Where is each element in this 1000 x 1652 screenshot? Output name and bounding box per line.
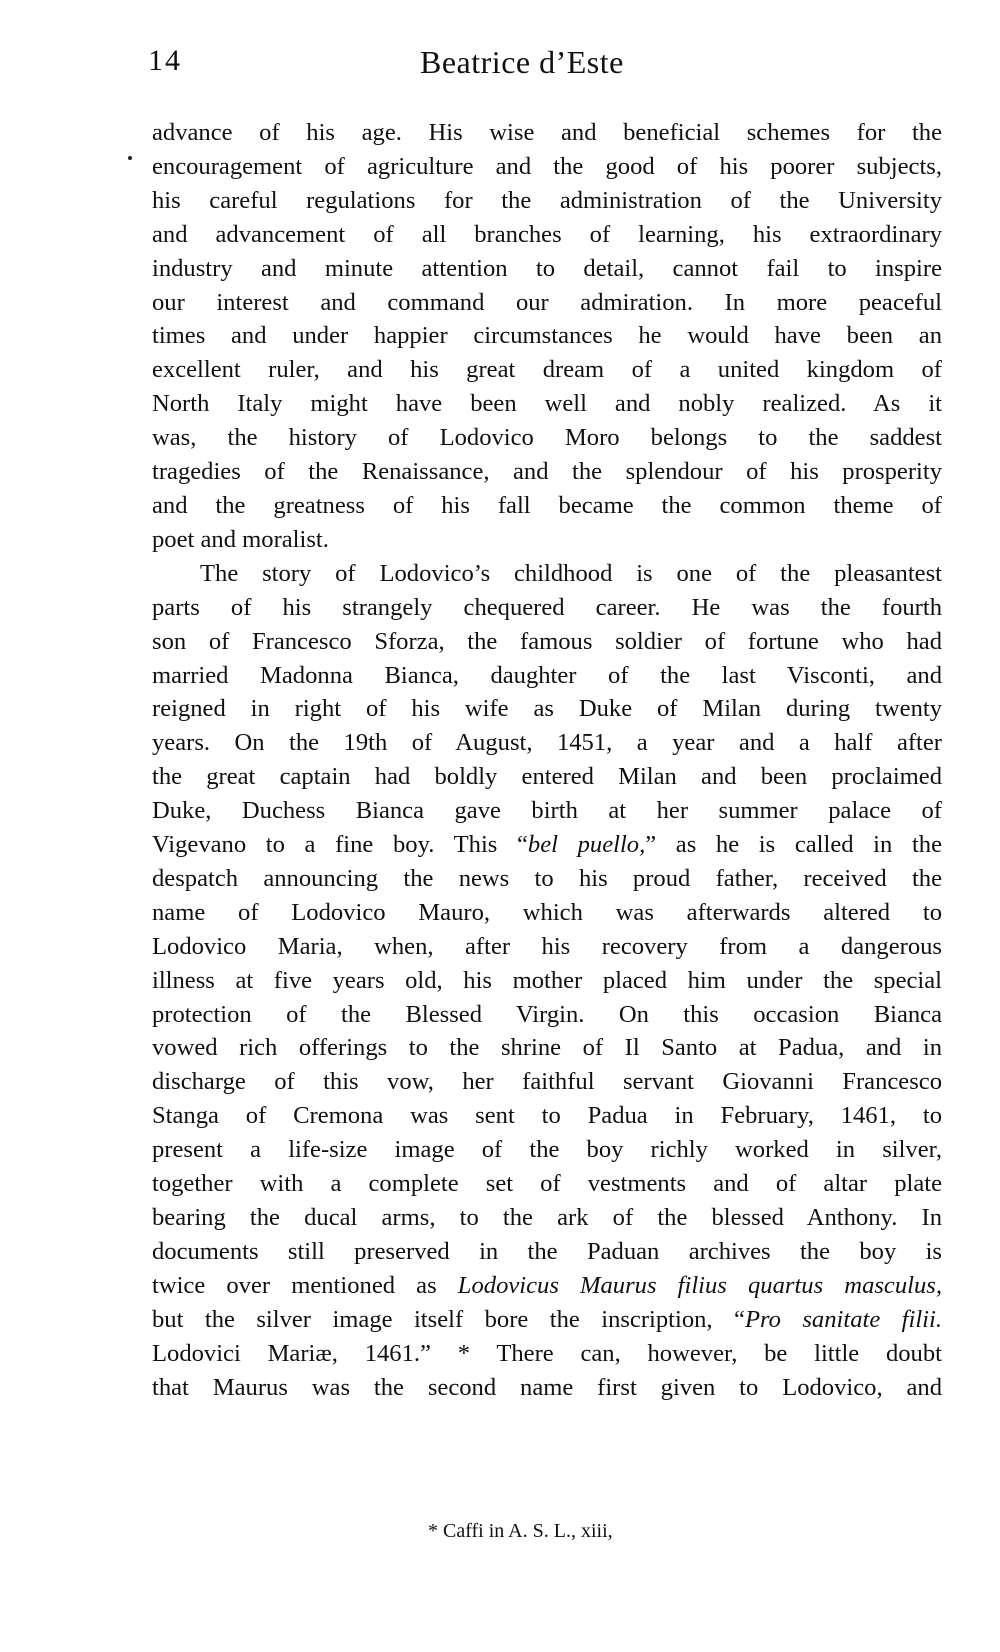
text-line: poet and moralist. (152, 525, 329, 553)
text-line: years. On the 19th of August, 1451, a year and a half after (152, 729, 942, 757)
italic-phrase: Lodovicus Maurus filius quartus masculus, (457, 1271, 942, 1299)
text-segment: Vigevano to a fine boy. This “ (152, 831, 528, 859)
text-line: times and under happier circumstances he would have been an (152, 322, 942, 350)
text-line: advance of his age. His wise and beneficial schemes for the (152, 119, 942, 146)
body-text (152, 116, 942, 1404)
page-header (148, 44, 696, 94)
text-line: North Italy might have been well and nobly realized. As it (152, 390, 942, 418)
text-line (152, 1269, 942, 1303)
paragraph-1 (152, 116, 942, 557)
footnote: * Caffi in A. S. L., xiii, (428, 1520, 613, 1542)
text-segment: twice over mentioned as (152, 1271, 458, 1299)
text-line: parts of his strangely chequered career. He was the fourth (152, 593, 942, 621)
text-line: reigned in right of his wife as Duke of Milan during twenty (152, 695, 942, 723)
text-line: Stanga of Cremona was sent to Padua in February, 1461, to (152, 1102, 942, 1130)
text-line: our interest and command our admiration. In more peaceful (152, 288, 942, 316)
text-line: and the greatness of his fall became the common theme of (152, 491, 942, 519)
margin-mark (128, 156, 132, 160)
text-line: and advancement of all branches of learning, his extraordinary (152, 220, 942, 248)
text-line: Duke, Duchess Bianca gave birth at her summer palace of (152, 797, 942, 825)
text-line: married Madonna Bianca, daughter of the last Visconti, and (152, 661, 942, 689)
paragraph-2 (152, 557, 942, 1405)
text-line: vowed rich offerings to the shrine of Il Santo at Padua, and in (152, 1034, 942, 1062)
text-line: tragedies of the Renaissance, and the splendour of his prosperity (152, 458, 942, 486)
text-line: illness at five years old, his mother placed him under the special (152, 966, 942, 994)
text-line: the great captain had boldly entered Milan and been proclaimed (152, 763, 942, 791)
text-line: that Maurus was the second name first given to Lodovico, and (152, 1373, 942, 1401)
text-line: together with a complete set of vestments and of altar plate (152, 1170, 942, 1198)
text-line: despatch announcing the news to his proud father, received the (152, 864, 942, 892)
text-line: was, the history of Lodovico Moro belongs to the saddest (152, 424, 942, 452)
text-line: excellent ruler, and his great dream of a united kingdom of (152, 356, 942, 384)
italic-phrase: bel puello, (527, 831, 646, 859)
text-line: bearing the ducal arms, to the ark of the blessed Anthony. In (152, 1204, 942, 1231)
text-line: Lodovici Mariæ, 1461.” * There can, however, be little doubt (152, 1339, 942, 1367)
text-line: Lodovico Maria, when, after his recovery from a dangerous (152, 932, 942, 960)
text-segment: but the silver image itself bore the inscription, “ (152, 1305, 745, 1333)
text-line: discharge of this vow, her faithful servant Giovanni Francesco (152, 1068, 942, 1096)
running-head: Beatrice d’Este (420, 44, 624, 80)
text-line: The story of Lodovico’s childhood is one of the pleasantest (200, 559, 942, 587)
text-line: name of Lodovico Mauro, which was afterwards altered to (152, 898, 942, 926)
text-line: present a life-size image of the boy richly worked in silver, (152, 1136, 942, 1164)
text-line: son of Francesco Sforza, the famous soldier of fortune who had (152, 627, 942, 655)
text-line: protection of the Blessed Virgin. On this occasion Bianca (152, 1000, 942, 1028)
text-line: industry and minute attention to detail, cannot fail to inspire (152, 254, 942, 282)
text-line: his careful regulations for the administration of the University (152, 186, 942, 214)
text-line (152, 828, 942, 862)
italic-phrase: Pro sanitate filii. (744, 1305, 942, 1333)
text-line (152, 1303, 942, 1337)
text-line: encouragement of agriculture and the good of his poorer subjects, (152, 152, 942, 180)
text-line: documents still preserved in the Paduan archives the boy is (152, 1237, 942, 1265)
page-number: 14 (148, 44, 182, 77)
text-segment: ” as he is called in the (645, 831, 942, 859)
